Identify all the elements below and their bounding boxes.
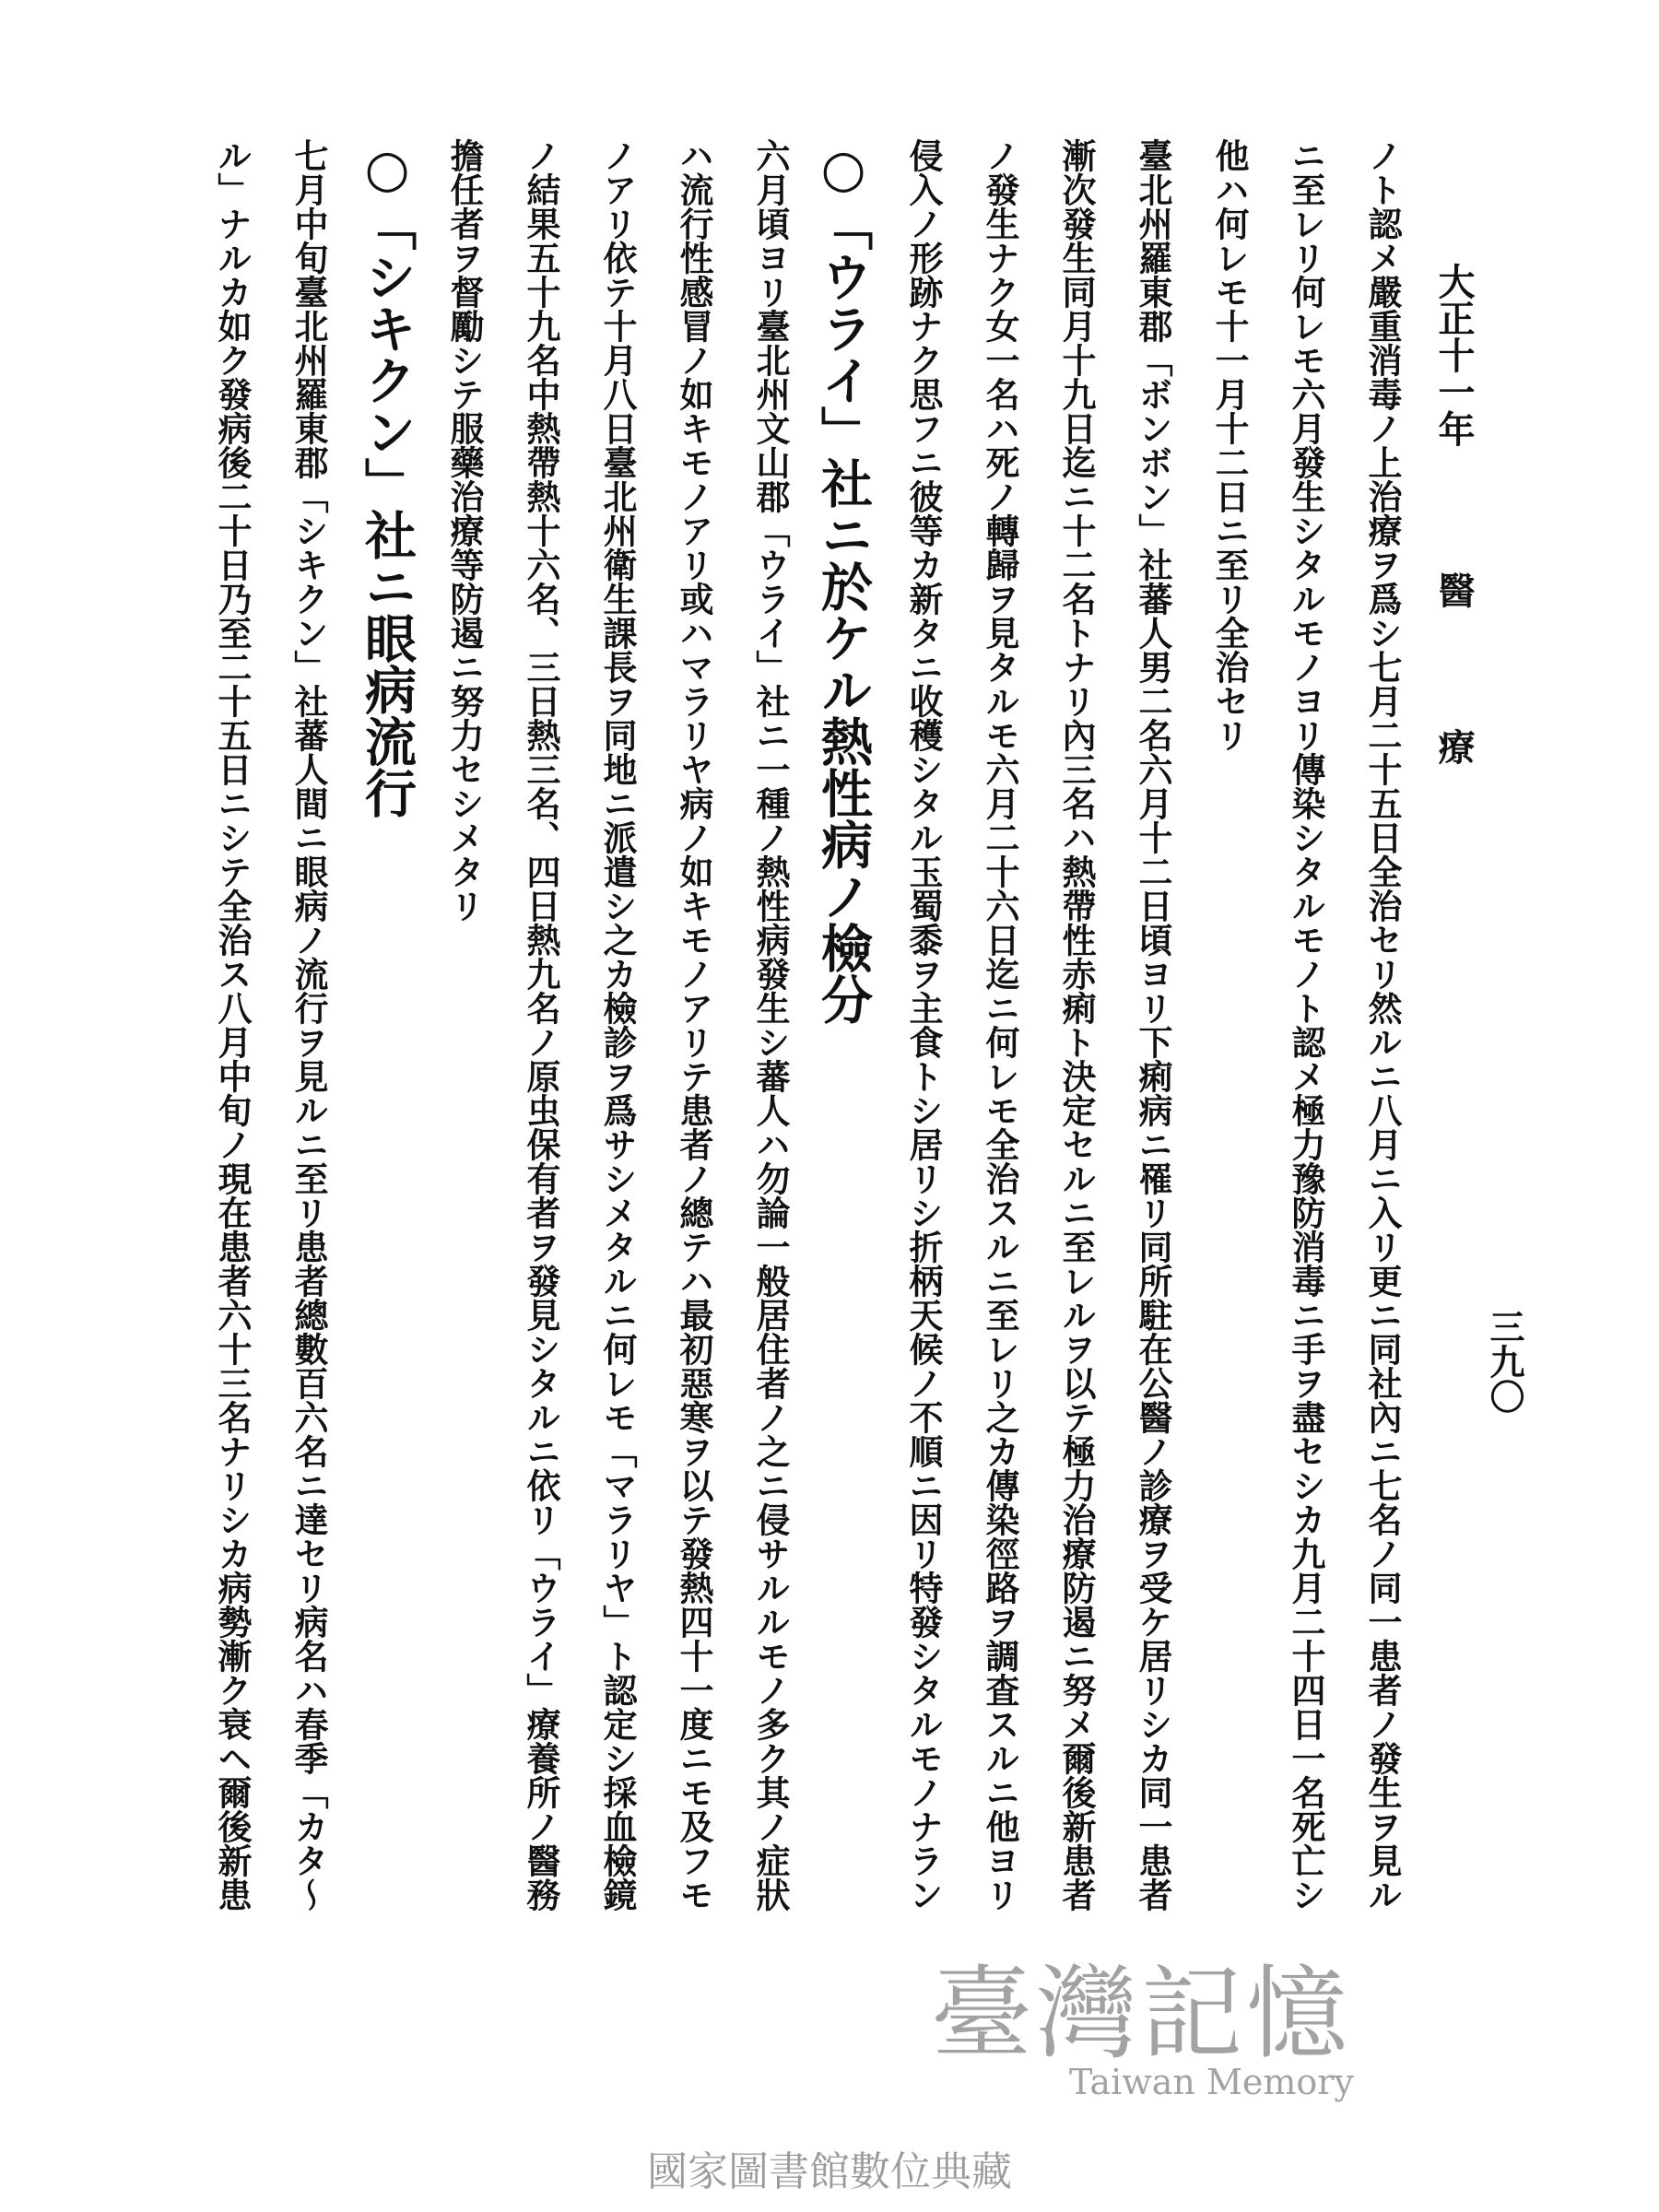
section-heading: ○「シキクン」社ニ眼病流行 bbox=[357, 138, 418, 818]
watermark-cjk-text: 臺灣記憶 bbox=[931, 1955, 1351, 2073]
text-column: ノアリ依テ十月八日臺北州衛生課長ヲ同地ニ派遣シ之カ檢診ヲ爲サシメタルニ何レモ「マラリヤ」ト認定シ採血檢鏡 bbox=[597, 138, 638, 1912]
text-column: ノト認メ嚴重消毒ノ上治療ヲ爲シ七月二十五日全治セリ然ルニ八月ニ入リ更ニ同社內ニ七名ノ同一患者ノ發生ヲ見ル bbox=[1362, 138, 1403, 1912]
running-header-year: 大正十一年 bbox=[1432, 263, 1476, 447]
text-column: ノ發生ナク女一名ハ死ノ轉歸ヲ見タルモ六月二十六日迄ニ何レモ全治スルニ至レリ之カ傳染徑路ヲ調査スルニ他ヨリ bbox=[980, 138, 1020, 1912]
text-column: ノ結果五十九名中熱帶熱十六名、三日熱三名、四日熱九名ノ原虫保有者ヲ發見シタルニ依リ「ウライ」療養所ノ醫務 bbox=[521, 138, 561, 1912]
watermark-en-text: Taiwan Memory bbox=[1069, 2062, 1354, 2102]
taiwan-memory-watermark bbox=[931, 1955, 1354, 2102]
text-column: ル」ナルカ如ク發病後二十日乃至二十五日ニシテ全治ス八月中旬ノ現在患者六十三名ナリシカ病勢漸ク衰ヘ爾後新患 bbox=[212, 138, 253, 1912]
section-heading: ○「ウライ」社ニ於ケル熱性病ノ檢分 bbox=[813, 138, 874, 1025]
page-number: 三九〇 bbox=[1484, 1309, 1525, 1414]
text-column: 他ハ何レモ十一月十二日ニ至リ全治セリ bbox=[1209, 138, 1250, 752]
text-column: 侵入ノ形跡ナク思フニ彼等カ新タニ收穫シタル玉蜀黍ヲ主食トシ居リシ折柄天候ノ不順ニ因リ特發シタルモノナラン bbox=[903, 138, 944, 1912]
archive-footer: 國家圖書館數位典藏 bbox=[647, 2148, 1012, 2195]
text-column: 六月頃ヨリ臺北州文山郡「ウライ」社ニ一種ノ熱性病發生シ蕃人ハ勿論一般居住者ノ之ニ侵サルルモノ多ク其ノ症狀 bbox=[750, 138, 791, 1912]
text-column: 漸次發生同月十九日迄ニ十二名トナリ內三名ハ熱帶性赤痢ト決定セルニ至レルヲ以テ極力治療防遏ニ努メ爾後新患者 bbox=[1056, 138, 1097, 1912]
running-header-section: 醫 bbox=[1432, 571, 1476, 608]
text-column: 七月中旬臺北州羅東郡「シキクン」社蕃人間ニ眼病ノ流行ヲ見ルニ至リ患者總數百六名ニ達セリ病名ハ春季「カタ〜 bbox=[288, 138, 329, 1912]
text-column: ハ流行性感冒ノ如キモノアリ或ハマラリヤ病ノ如キモノアリテ患者ノ總テハ最初惡寒ヲ以テ發熱四十一度ニモ及フモ bbox=[674, 138, 714, 1912]
text-column: ニ至レリ何レモ六月發生シタルモノヨリ傳染シタルモノト認メ極力豫防消毒ニ手ヲ盡セシカ九月二十四日一名死亡シ bbox=[1286, 138, 1326, 1912]
text-column: 擔任者ヲ督勵シテ服藥治療等防遏ニ努力セシメタリ bbox=[444, 138, 485, 923]
text-column: 臺北州羅東郡「ボンボン」社蕃人男二名六月十二日頃ヨリ下痢病ニ罹リ同所駐在公醫ノ診療ヲ受ケ居リシカ同一患者 bbox=[1133, 138, 1173, 1912]
running-header-section: 療 bbox=[1432, 728, 1476, 765]
